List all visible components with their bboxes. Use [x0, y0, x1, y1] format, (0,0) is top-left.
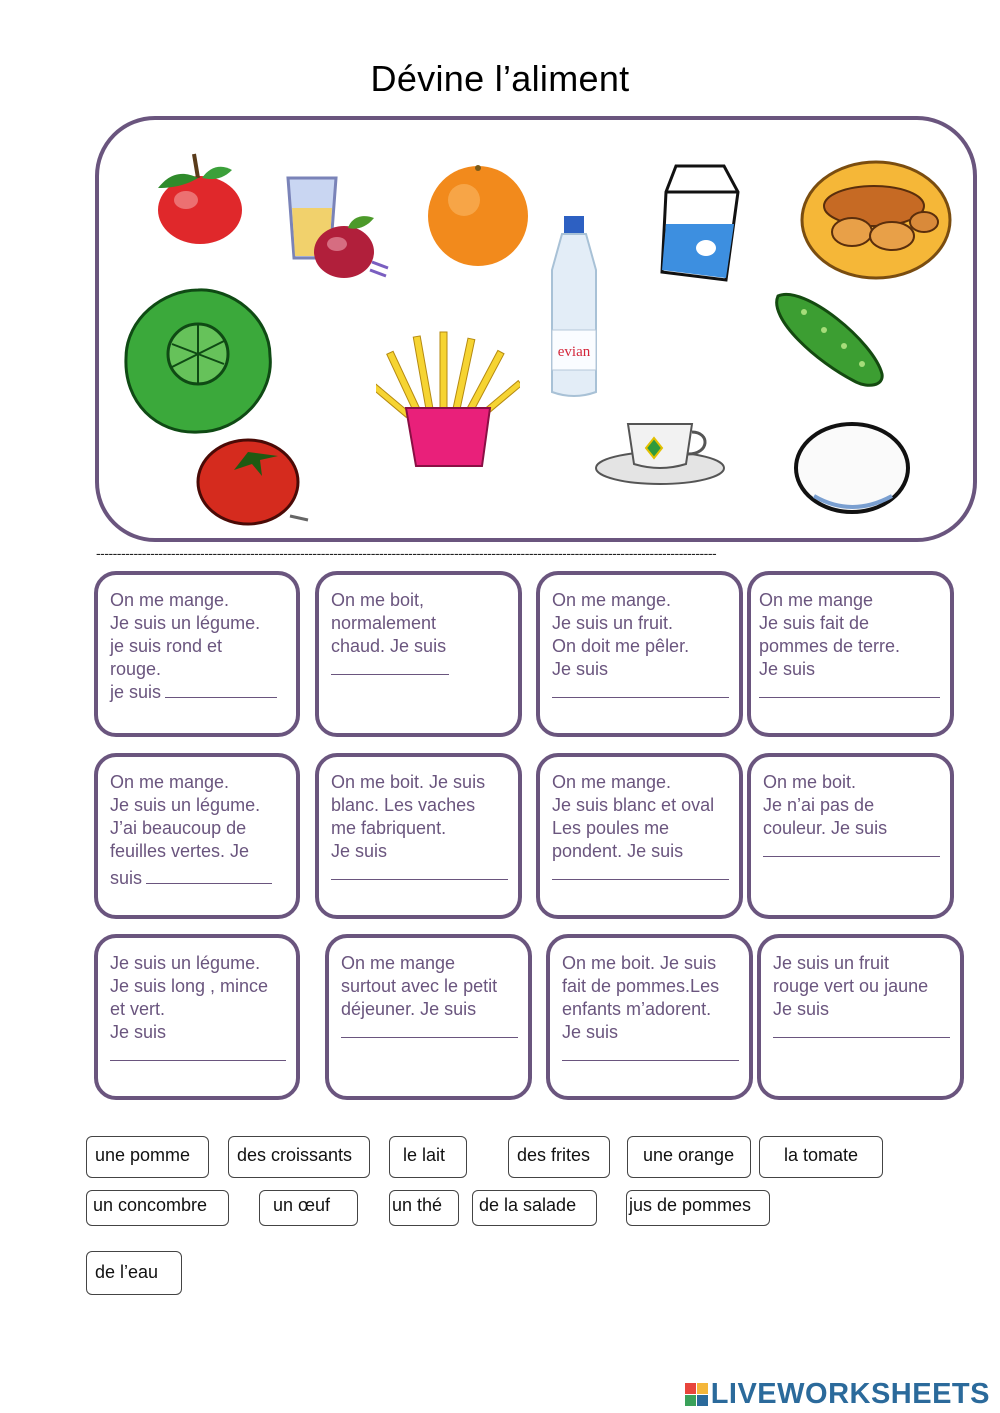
word-chip[interactable]: des frites	[508, 1136, 610, 1178]
word-chip[interactable]: une pomme	[86, 1136, 209, 1178]
brand-text: LIVEWORKSHEETS	[710, 1378, 990, 1410]
answer-blank[interactable]	[763, 844, 940, 857]
orange-icon	[424, 160, 532, 272]
word-chip[interactable]: des croissants	[228, 1136, 370, 1178]
word-chip[interactable]: une orange	[627, 1136, 751, 1178]
riddle-card	[94, 571, 300, 737]
riddle-text: On me mange surtout avec le petit déjeuner. Je suis	[341, 953, 498, 1019]
answer-blank[interactable]	[110, 1048, 286, 1061]
riddle-card	[747, 571, 954, 737]
divider-line: -----------------------------------------------------------------------------------------------------------------------------------------------------	[96, 545, 717, 561]
tea-cup-icon	[594, 414, 728, 490]
riddle-card	[325, 934, 532, 1100]
egg-icon	[792, 420, 914, 518]
riddle-text: On me mange. Je suis blanc et oval Les poules me pondent. Je suis	[552, 772, 715, 861]
word-chip[interactable]: le lait	[389, 1136, 467, 1178]
juice-glass-apple-icon	[282, 172, 392, 284]
apple-icon	[148, 148, 248, 248]
answer-blank[interactable]	[331, 867, 508, 880]
liveworksheets-brand	[685, 1378, 990, 1411]
riddle-text: Je suis un légume. Je suis long , mince et vert. Je suis	[110, 953, 269, 1042]
milk-carton-icon	[656, 162, 746, 284]
riddle-text: On me boit, normalement chaud. Je suis	[331, 590, 447, 656]
riddle-text: On me mange. Je suis un fruit. On doit me pêler. Je suis	[552, 590, 690, 679]
word-chip[interactable]: de l’eau	[86, 1251, 182, 1295]
answer-blank[interactable]	[341, 1025, 518, 1038]
riddle-text: On me boit. Je suis fait de pommes.Les enfants m’adorent. Je suis	[562, 953, 720, 1042]
word-chip[interactable]: jus de pommes	[626, 1190, 770, 1226]
cucumber-icon	[764, 282, 894, 392]
word-chip[interactable]: un thé	[389, 1190, 459, 1226]
riddle-tail: suis	[110, 868, 143, 888]
answer-blank[interactable]	[331, 662, 449, 675]
riddle-text: On me boit. Je n’ai pas de couleur. Je suis	[763, 772, 888, 838]
word-chip[interactable]: un concombre	[86, 1190, 229, 1226]
riddle-text: On me boit. Je suis blanc. Les vaches me fabriquent. Je suis	[331, 772, 486, 861]
riddle-card	[747, 753, 954, 919]
answer-blank[interactable]	[552, 867, 729, 880]
answer-blank[interactable]	[165, 681, 277, 698]
riddle-card	[536, 571, 743, 737]
riddle-card	[315, 571, 522, 737]
riddle-text: On me mange. Je suis un légume. je suis rond et rouge.	[110, 590, 261, 679]
answer-blank[interactable]	[146, 867, 272, 884]
liveworksheets-logo-icon	[685, 1383, 708, 1406]
water-bottle-icon	[544, 212, 604, 402]
evian-label: evian	[557, 344, 591, 360]
word-chip[interactable]: de la salade	[472, 1190, 597, 1226]
riddle-card	[546, 934, 753, 1100]
lettuce-icon	[120, 284, 276, 438]
riddle-card	[94, 934, 300, 1100]
page-title: Dévine l’aliment	[370, 58, 630, 99]
croissants-basket-icon	[796, 148, 956, 284]
word-chip[interactable]: un œuf	[259, 1190, 358, 1226]
riddle-text: On me mange. Je suis un légume. J’ai beaucoup de feuilles vertes. Je	[110, 772, 261, 861]
answer-blank[interactable]	[773, 1025, 950, 1038]
riddle-tail: je suis	[110, 682, 162, 702]
answer-blank[interactable]	[759, 685, 940, 698]
riddle-card	[315, 753, 522, 919]
riddle-text: On me mange Je suis fait de pommes de terre. Je suis	[759, 590, 901, 679]
fries-icon	[376, 330, 520, 470]
riddle-card	[757, 934, 964, 1100]
riddle-card	[94, 753, 300, 919]
answer-blank[interactable]	[562, 1048, 739, 1061]
tomato-icon	[194, 434, 312, 528]
word-chip[interactable]: la tomate	[759, 1136, 883, 1178]
answer-blank[interactable]	[552, 685, 729, 698]
riddle-card	[536, 753, 743, 919]
riddle-text: Je suis un fruit rouge vert ou jaune Je suis	[773, 953, 929, 1019]
